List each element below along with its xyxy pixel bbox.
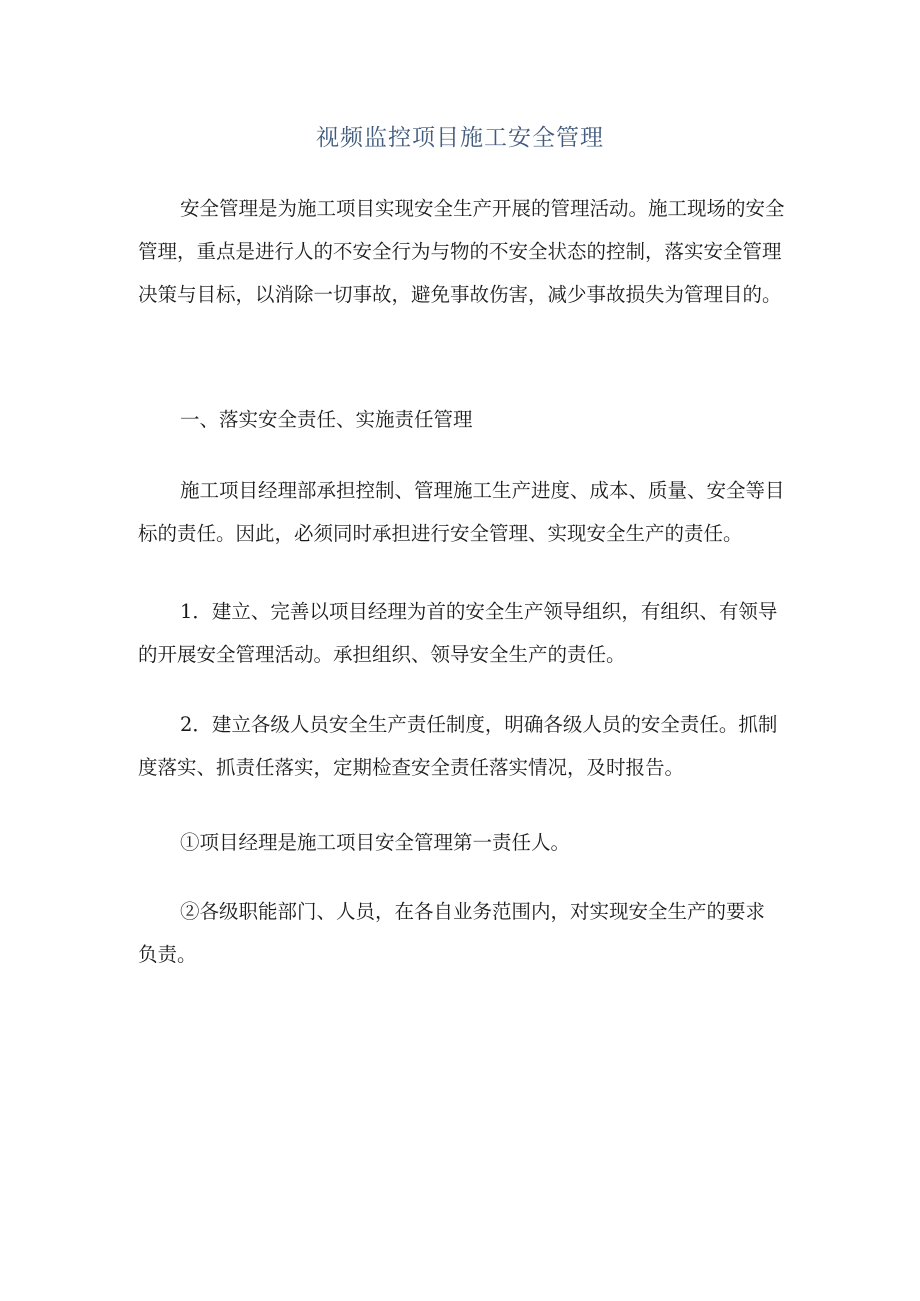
document-title: 视频监控项目施工安全管理 [316,125,604,151]
numbered-item-2: 2．建立各级人员安全生产责任制度，明确各级人员的安全责任。抓制度落实、抓责任落实，定期检查安全责任落实情况，及时报告。 [138,713,778,779]
section-heading: 一、落实安全责任、实施责任管理 [180,408,473,431]
circled-item-1: ①项目经理是施工项目安全管理第一责任人。 [180,831,571,854]
body-paragraph: 施工项目经理部承担控制、管理施工生产进度、成本、质量、安全等目标的责任。因此，必须同时承担进行安全管理、实现安全生产的责任。 [138,479,785,545]
numbered-item-1: 1．建立、完善以项目经理为首的安全生产领导组织，有组织、有领导的开展安全管理活动。承担组织、领导安全生产的责任。 [138,600,778,666]
circled-item-2: ②各级职能部门、人员，在各自业务范围内，对实现安全生产的要求负责。 [138,900,766,966]
intro-paragraph: 安全管理是为施工项目实现安全生产开展的管理活动。施工现场的安全管理，重点是进行人的不安全行为与物的不安全状态的控制，落实安全管理决策与目标，以消除一切事故，避免事故伤害，减少事故损失为管理目的。 [138,197,785,306]
